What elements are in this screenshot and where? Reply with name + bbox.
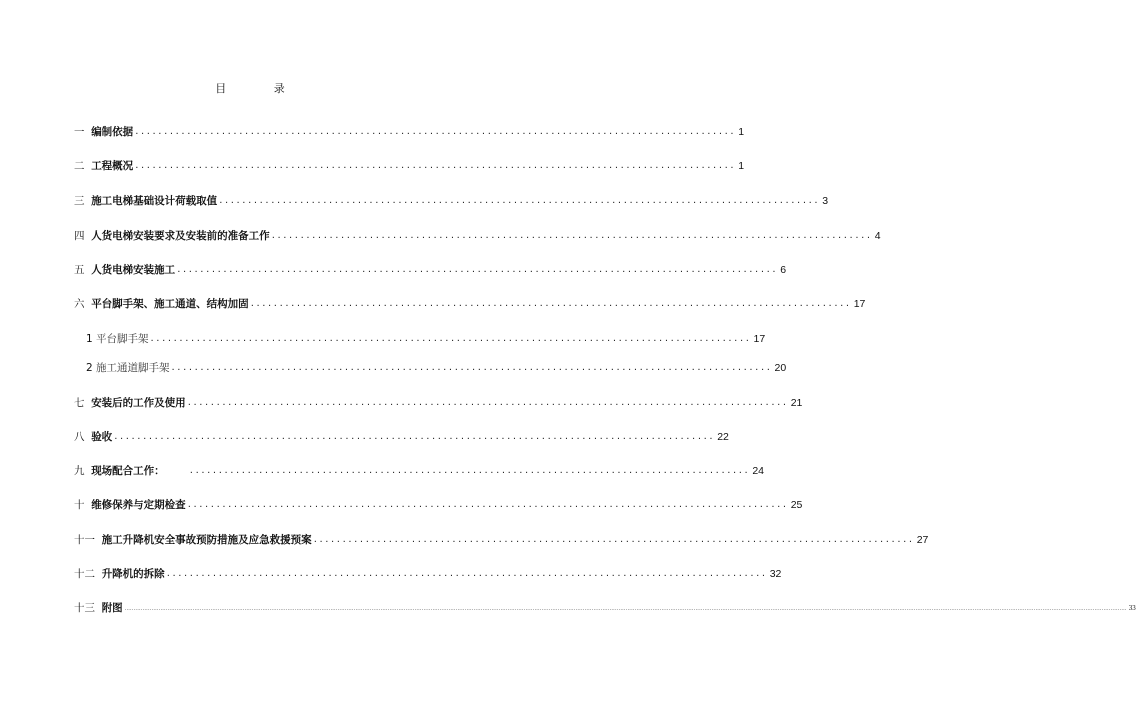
toc-leader-dots: ........................................................................................................ — [187, 397, 789, 408]
toc-entry[interactable] — [74, 124, 745, 140]
toc-entry-text: 安装后的工作及使用 — [91, 397, 186, 409]
toc-subentry[interactable] — [86, 331, 766, 347]
toc-entry-number: 2 — [86, 362, 93, 374]
toc-entry[interactable] — [74, 429, 729, 445]
toc-entry-text: 施工升降机安全事故预防措施及应急救援预案 — [101, 534, 312, 546]
toc-entry-page: 17 — [853, 298, 866, 310]
toc-entry-page: 20 — [774, 362, 787, 374]
toc-entry-number: 六 — [74, 298, 85, 310]
toc-entry[interactable] — [74, 262, 787, 278]
toc-entry-text: 维修保养与定期检查 — [91, 499, 186, 511]
toc-entry-page: 24 — [752, 465, 765, 477]
toc-entry-text: 附图 — [101, 602, 123, 614]
toc-entry-text: 现场配合工作： — [91, 465, 165, 477]
toc-entry-number: 四 — [74, 230, 85, 242]
toc-entry-page: 22 — [717, 431, 729, 443]
toc-entry-number: 一 — [74, 126, 85, 138]
toc-entry-text: 平台脚手架 — [96, 333, 149, 345]
toc-leader-dots: ........................................................................................................ — [177, 264, 779, 275]
toc-entry[interactable] — [74, 497, 803, 513]
toc-leader-dots: ........................................................................................................ — [135, 160, 737, 171]
toc-leader-dots: ........................................................................................................ — [166, 568, 768, 579]
toc-leader-dots: ........................................................................................................ — [219, 195, 821, 206]
toc-leader-dots: ........................................................................................................ — [171, 362, 773, 373]
toc-leader-dots: ........................................................................................................ — [150, 333, 752, 344]
toc-entry[interactable] — [74, 600, 1136, 616]
toc-subentry[interactable] — [86, 360, 787, 376]
toc-entry-page: 17 — [753, 333, 766, 345]
toc-leader-dots: ........................................................................................................ — [271, 230, 873, 241]
toc-entry-number: 1 — [86, 333, 93, 345]
toc-entry-number: 八 — [74, 431, 85, 443]
toc-entry[interactable] — [74, 532, 929, 548]
toc-leader-dots: ........................................................................................................ — [187, 499, 789, 510]
toc-entry-text: 人货电梯安装施工 — [91, 264, 176, 276]
toc-entry-number: 九 — [74, 465, 85, 477]
toc-leader-dots: ........................................................................................................ — [250, 298, 852, 309]
toc-entry-number: 二 — [74, 160, 85, 172]
toc-entry-page: 32 — [769, 568, 782, 580]
toc-entry[interactable] — [74, 193, 829, 209]
toc-entry-text: 升降机的拆除 — [101, 568, 165, 580]
toc-entry-page: 4 — [874, 230, 881, 242]
toc-entry[interactable] — [74, 158, 745, 174]
toc-entry-number: 十三 — [74, 602, 95, 614]
toc-entry-text: 验收 — [91, 431, 113, 443]
toc-entry-text: 平台脚手架、施工通道、结构加固 — [91, 298, 249, 310]
toc-entry-page: 6 — [780, 264, 787, 276]
toc-entry-page: 1 — [738, 160, 745, 172]
toc-entry[interactable] — [74, 228, 881, 244]
toc-leader-dots: ................................................................................................. — [166, 465, 751, 476]
toc-entry-number: 七 — [74, 397, 85, 409]
toc-entry-text: 工程概况 — [91, 160, 134, 172]
toc-title: 目 录 — [215, 82, 307, 95]
toc-entry-text: 施工通道脚手架 — [96, 362, 170, 374]
toc-entry-text: 编制依据 — [91, 126, 134, 138]
toc-entry[interactable] — [74, 463, 765, 479]
toc-entry-text: 施工电梯基础设计荷载取值 — [91, 195, 218, 207]
toc-entry[interactable] — [74, 395, 803, 411]
toc-entry-text: 人货电梯安装要求及安装前的准备工作 — [91, 230, 270, 242]
toc-entry-number: 十二 — [74, 568, 95, 580]
toc-entry-page: 27 — [916, 534, 929, 546]
toc-entry[interactable] — [74, 296, 866, 312]
toc-leader-dots: ................................................................................................................................................................................................................................................................................................................................................................................................................................................................................................................................................................................ — [124, 606, 1127, 612]
toc-entry-number: 三 — [74, 195, 85, 207]
toc-leader-dots: ........................................................................................................ — [114, 431, 716, 442]
toc-leader-dots: ........................................................................................................ — [135, 126, 737, 137]
toc-entry-number: 十一 — [74, 534, 95, 546]
toc-entry-number: 十 — [74, 499, 85, 511]
toc-entry-page: 21 — [790, 397, 803, 409]
toc-entry-page: 25 — [790, 499, 803, 511]
toc-entry-page: 33 — [1128, 604, 1136, 612]
toc-entry[interactable] — [74, 566, 782, 582]
toc-entry-page: 3 — [822, 195, 829, 207]
toc-leader-dots: ........................................................................................................ — [313, 534, 915, 545]
toc-entry-page: 1 — [738, 126, 745, 138]
toc-entry-number: 五 — [74, 264, 85, 276]
